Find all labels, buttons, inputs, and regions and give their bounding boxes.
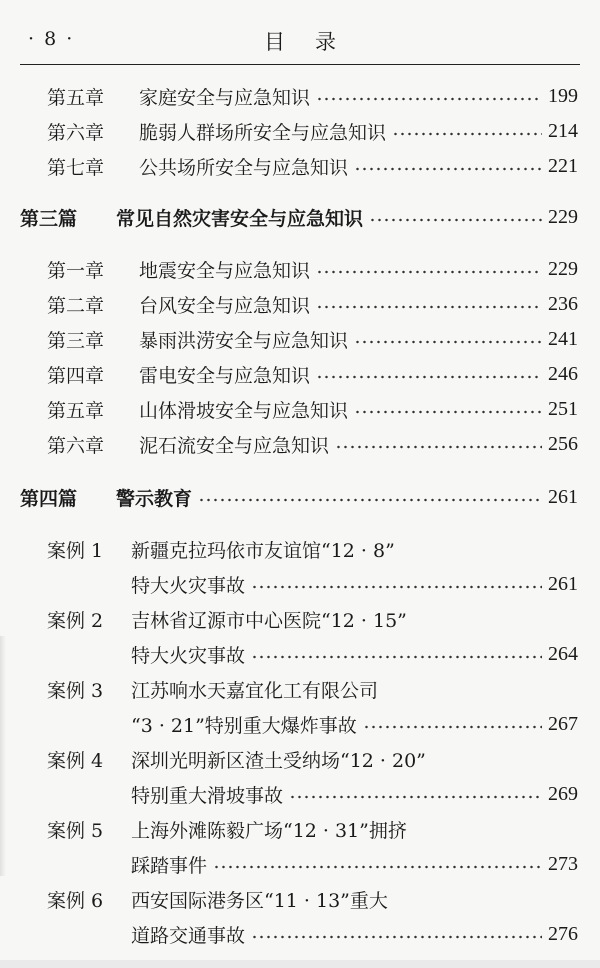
case-label: 案例 4 xyxy=(47,749,104,772)
chapter-label: 第六章 xyxy=(47,434,105,457)
toc-case-entry[interactable] xyxy=(0,743,600,775)
page-header xyxy=(20,24,580,58)
dot-leader xyxy=(363,725,542,729)
page-ref: 276 xyxy=(548,922,578,945)
chapter-title: 泥石流安全与应急知识 xyxy=(139,434,330,457)
page-ref: 236 xyxy=(548,292,578,315)
page-ref: 261 xyxy=(548,485,578,508)
page-ref: 251 xyxy=(548,397,578,420)
toc-case-continuation[interactable] xyxy=(0,918,600,950)
case-label: 案例 2 xyxy=(47,609,104,632)
bottom-edge xyxy=(0,960,600,968)
page-title: 目录 xyxy=(264,30,366,54)
dot-leader xyxy=(369,218,542,222)
toc-case-continuation[interactable] xyxy=(0,848,600,880)
case-title-continued: 特大火灾事故 xyxy=(131,574,246,597)
dot-leader xyxy=(316,270,542,274)
case-title: 新疆克拉玛依市友谊馆“12 · 8” xyxy=(131,539,395,562)
case-label: 案例 5 xyxy=(47,819,104,842)
toc-case-continuation[interactable] xyxy=(0,638,600,670)
toc-entry[interactable] xyxy=(0,393,600,425)
dot-leader xyxy=(316,97,542,101)
page-ref: 273 xyxy=(548,852,578,875)
case-title: 西安国际港务区“11 · 13”重大 xyxy=(131,889,388,912)
chapter-label: 第七章 xyxy=(47,156,105,179)
chapter-title: 台风安全与应急知识 xyxy=(139,294,311,317)
dot-leader xyxy=(213,865,542,869)
toc-case-entry[interactable] xyxy=(0,603,600,635)
case-label: 案例 1 xyxy=(47,539,104,562)
case-title: 吉林省辽源市中心医院“12 · 15” xyxy=(131,609,407,632)
chapter-label: 第二章 xyxy=(47,294,105,317)
toc-case-continuation[interactable] xyxy=(0,708,600,740)
chapter-title: 脆弱人群场所安全与应急知识 xyxy=(139,121,387,144)
toc-entry[interactable] xyxy=(0,150,600,182)
case-title-continued: 特别重大滑坡事故 xyxy=(131,784,284,807)
part-label: 第四篇 xyxy=(20,487,78,510)
page-ref: 269 xyxy=(548,782,578,805)
part-title: 常见自然灾害安全与应急知识 xyxy=(116,207,364,230)
dot-leader xyxy=(335,445,542,449)
chapter-title: 雷电安全与应急知识 xyxy=(139,364,311,387)
toc-case-entry[interactable] xyxy=(0,533,600,565)
page-edge-shadow xyxy=(0,636,6,876)
case-title: 江苏响水天嘉宜化工有限公司 xyxy=(131,679,379,702)
page-ref: 264 xyxy=(548,642,578,665)
page-ref: 229 xyxy=(548,257,578,280)
page-ref: 256 xyxy=(548,432,578,455)
toc-case-continuation[interactable] xyxy=(0,568,600,600)
case-title-continued: 特大火灾事故 xyxy=(131,644,246,667)
page-ref: 221 xyxy=(548,154,578,177)
case-label: 案例 3 xyxy=(47,679,104,702)
toc-case-continuation[interactable] xyxy=(0,778,600,810)
chapter-title: 地震安全与应急知识 xyxy=(139,259,311,282)
page-ref: 214 xyxy=(548,119,578,142)
case-title: 上海外滩陈毅广场“12 · 31”拥挤 xyxy=(131,819,407,842)
toc-entry[interactable] xyxy=(0,358,600,390)
case-title: 深圳光明新区渣土受纳场“12 · 20” xyxy=(131,749,426,772)
dot-leader xyxy=(198,498,542,502)
case-title-continued: “3 · 21”特别重大爆炸事故 xyxy=(131,714,357,737)
dot-leader xyxy=(289,795,542,799)
dot-leader xyxy=(354,410,542,414)
chapter-title: 公共场所安全与应急知识 xyxy=(139,156,349,179)
toc-entry[interactable] xyxy=(0,80,600,112)
dot-leader xyxy=(354,340,542,344)
toc-case-entry[interactable] xyxy=(0,813,600,845)
toc-case-entry[interactable] xyxy=(0,673,600,705)
toc-part-entry[interactable] xyxy=(0,201,600,233)
toc-entry[interactable] xyxy=(0,288,600,320)
chapter-title: 暴雨洪涝安全与应急知识 xyxy=(139,329,349,352)
page-ref: 199 xyxy=(548,84,578,107)
toc-entry[interactable] xyxy=(0,115,600,147)
part-title: 警示教育 xyxy=(116,487,193,510)
page-number: · 8 · xyxy=(28,28,75,50)
toc-entry[interactable] xyxy=(0,253,600,285)
chapter-label: 第六章 xyxy=(47,121,105,144)
dot-leader xyxy=(251,585,542,589)
chapter-label: 第五章 xyxy=(47,86,105,109)
case-title-continued: 道路交通事故 xyxy=(131,924,246,947)
dot-leader xyxy=(316,305,542,309)
case-title-continued: 踩踏事件 xyxy=(131,854,208,877)
dot-leader xyxy=(316,375,542,379)
part-label: 第三篇 xyxy=(20,207,78,230)
chapter-label: 第三章 xyxy=(47,329,105,352)
dot-leader xyxy=(251,935,542,939)
page-ref: 261 xyxy=(548,572,578,595)
case-label: 案例 6 xyxy=(47,889,104,912)
page-ref: 229 xyxy=(548,205,578,228)
header-rule xyxy=(20,64,580,65)
page-ref: 267 xyxy=(548,712,578,735)
dot-leader xyxy=(354,167,542,171)
page-ref: 246 xyxy=(548,362,578,385)
chapter-title: 山体滑坡安全与应急知识 xyxy=(139,399,349,422)
dot-leader xyxy=(251,655,542,659)
toc-part-entry[interactable] xyxy=(0,481,600,513)
toc-case-entry[interactable] xyxy=(0,883,600,915)
toc-entry[interactable] xyxy=(0,428,600,460)
page-ref: 241 xyxy=(548,327,578,350)
dot-leader xyxy=(392,132,542,136)
chapter-label: 第四章 xyxy=(47,364,105,387)
chapter-title: 家庭安全与应急知识 xyxy=(139,86,311,109)
toc-entry[interactable] xyxy=(0,323,600,355)
chapter-label: 第一章 xyxy=(47,259,105,282)
chapter-label: 第五章 xyxy=(47,399,105,422)
